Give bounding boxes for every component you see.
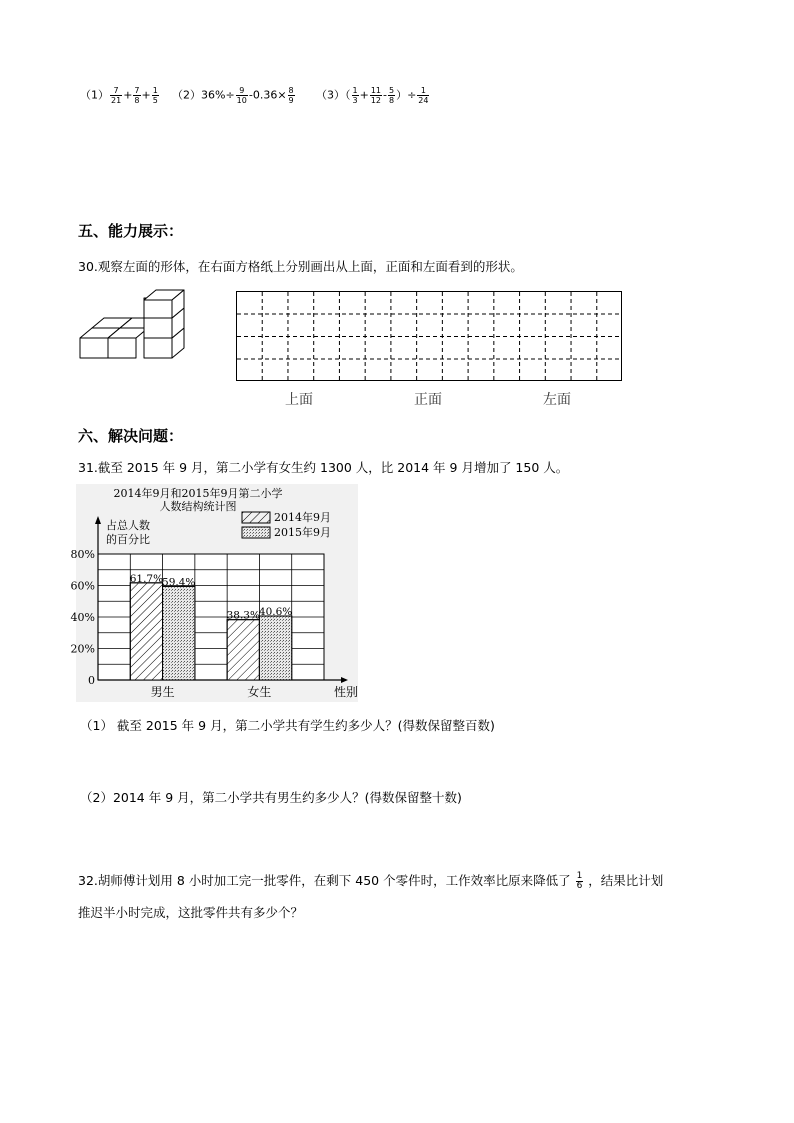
calc-label: （2） bbox=[172, 88, 201, 102]
calc-problem-3 bbox=[316, 86, 430, 105]
expression-part: 36%÷ bbox=[201, 88, 235, 102]
bar-chart bbox=[70, 484, 359, 702]
question-32-line-2: 推迟半小时完成，这批零件共有多少个？ bbox=[78, 905, 304, 920]
y-tick-label: 80% bbox=[70, 548, 95, 561]
y-tick-label: 0 bbox=[88, 674, 95, 687]
fraction bbox=[110, 86, 122, 105]
question-31-sub-1: （1） 截至 2015 年 9 月，第二小学共有学生约多少人？(得数保留整百数) bbox=[80, 718, 495, 733]
y-tick-label: 60% bbox=[70, 579, 95, 593]
denominator: 21 bbox=[111, 96, 122, 105]
legend-swatch bbox=[242, 512, 270, 523]
numerator: 1 bbox=[576, 871, 583, 881]
chart-title-line1: 2014年9月和2015年9月第二小学 bbox=[113, 487, 283, 500]
y-axis-label-line1: 占总人数 bbox=[106, 519, 150, 532]
fraction bbox=[576, 872, 584, 891]
denominator: 10 bbox=[236, 96, 247, 105]
cube-front-face bbox=[80, 338, 108, 358]
fraction bbox=[236, 86, 248, 105]
legend-swatch bbox=[242, 527, 270, 538]
question-32-text-a: 32.胡师傅计划用 8 小时加工完一批零件，在剩下 450 个零件时，工作效率比原来降低了 bbox=[78, 873, 571, 888]
numerator: 7 bbox=[110, 86, 122, 96]
view-label-top: 上面 bbox=[285, 392, 313, 408]
denominator: 8 bbox=[134, 96, 140, 105]
denominator: 8 bbox=[388, 96, 395, 105]
cube-front-face bbox=[144, 338, 172, 358]
denominator: 24 bbox=[418, 96, 429, 105]
question-32-text-b: ，结果比计划 bbox=[588, 873, 664, 888]
denominator: 6 bbox=[576, 881, 583, 891]
legend-label: 2015年9月 bbox=[274, 526, 331, 539]
numerator: 1 bbox=[417, 86, 429, 96]
question-30-text: 30.观察左面的形体，在右面方格纸上分别画出从上面，正面和左面看到的形状。 bbox=[78, 259, 523, 274]
category-label: 男生 bbox=[150, 685, 175, 699]
category-label: 女生 bbox=[247, 685, 272, 699]
paren: （ bbox=[345, 88, 351, 102]
bar-1-1 bbox=[259, 616, 291, 680]
calc-problem-1 bbox=[80, 86, 160, 105]
numerator: 9 bbox=[236, 86, 248, 96]
question-31-text: 31.截至 2015 年 9 月，第二小学有女生约 1300 人，比 2014 年 9 月增加了 150 人。 bbox=[78, 460, 569, 475]
data-label: 40.6% bbox=[258, 606, 293, 619]
x-axis-label: 性别 bbox=[334, 685, 359, 699]
y-axis-label-line2: 的百分比 bbox=[106, 533, 150, 546]
drawing-grid[interactable] bbox=[236, 291, 624, 383]
legend-label: 2014年9月 bbox=[274, 511, 331, 524]
fraction bbox=[152, 86, 159, 105]
denominator: 3 bbox=[352, 96, 358, 105]
numerator: 1 bbox=[152, 86, 158, 95]
cube-figure bbox=[76, 290, 188, 362]
fraction bbox=[133, 86, 140, 105]
y-tick-label: 20% bbox=[70, 642, 95, 656]
fraction bbox=[352, 86, 359, 105]
section-5-heading: 五、能力展示： bbox=[78, 222, 184, 240]
numerator: 8 bbox=[288, 86, 294, 95]
denominator: 9 bbox=[288, 96, 294, 105]
data-label: 59.4% bbox=[162, 576, 196, 589]
question-32-line-1 bbox=[78, 871, 663, 891]
cube-front-face bbox=[108, 338, 136, 358]
paren: ）÷ bbox=[396, 88, 417, 102]
numerator: 11 bbox=[370, 86, 381, 95]
denominator: 5 bbox=[152, 96, 158, 105]
expression-part: -0.36× bbox=[248, 88, 287, 102]
operator: + bbox=[123, 88, 133, 102]
data-label: 61.7% bbox=[129, 572, 164, 585]
bar-0-0 bbox=[130, 583, 162, 680]
fraction bbox=[288, 86, 295, 105]
operator: - bbox=[383, 88, 387, 102]
numerator: 7 bbox=[134, 86, 140, 95]
data-label: 38.3% bbox=[226, 609, 260, 622]
fraction bbox=[370, 86, 382, 105]
fraction bbox=[417, 86, 429, 105]
view-label-left: 左面 bbox=[543, 392, 571, 408]
cube-front-face bbox=[144, 318, 172, 338]
cube-front-face bbox=[144, 298, 172, 318]
operator: + bbox=[359, 88, 369, 102]
view-label-front: 正面 bbox=[414, 392, 442, 408]
calc-label: （1） bbox=[80, 88, 109, 102]
chart-title-line2: 人数结构统计图 bbox=[159, 500, 237, 513]
y-tick-label: 40% bbox=[70, 611, 95, 624]
operator: + bbox=[141, 88, 151, 102]
section-6-heading: 六、解决问题： bbox=[78, 427, 184, 445]
numerator: 1 bbox=[352, 86, 358, 95]
calc-label: （3） bbox=[316, 88, 345, 102]
fraction bbox=[388, 86, 395, 105]
numerator: 5 bbox=[388, 86, 395, 95]
calc-problem-2 bbox=[172, 86, 296, 105]
bar-1-0 bbox=[227, 620, 259, 680]
bar-0-1 bbox=[163, 586, 195, 680]
denominator: 12 bbox=[370, 96, 381, 105]
question-31-sub-2: （2）2014 年 9 月，第二小学共有男生约多少人？(得数保留整十数) bbox=[80, 790, 462, 805]
